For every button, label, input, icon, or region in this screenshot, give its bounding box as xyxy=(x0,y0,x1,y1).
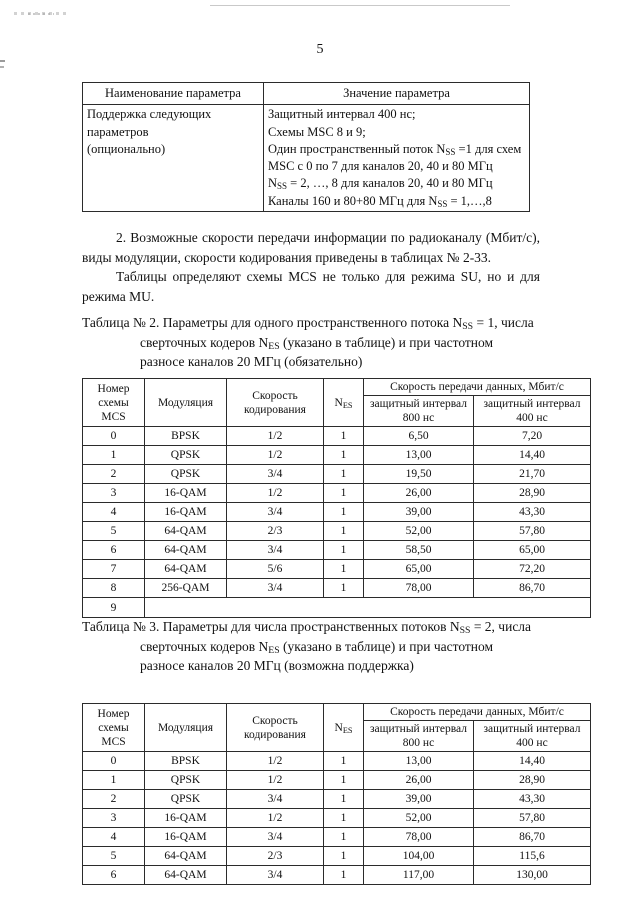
gi400-cell: 130,00 xyxy=(474,866,591,885)
gi800-cell: 19,50 xyxy=(364,465,474,484)
value-line-6: Каналы 160 и 80+80 МГц для $N_{SS}$ = 1,…,8 xyxy=(268,193,492,209)
nes-cell: 1 xyxy=(324,465,364,484)
mcs-table-2-body xyxy=(83,427,591,618)
modulation-cell: BPSK xyxy=(145,427,227,446)
scan-artifact-edge-tick xyxy=(0,60,5,62)
modulation-cell: 256-QAM xyxy=(145,579,227,598)
table-row xyxy=(83,541,591,560)
table-row xyxy=(83,427,591,446)
paragraph-block xyxy=(82,228,540,306)
gi800-cell: 65,00 xyxy=(364,560,474,579)
modulation-cell xyxy=(145,598,591,618)
modulation-cell: QPSK xyxy=(145,790,227,809)
coding-rate-cell: 3/4 xyxy=(227,828,324,847)
gi800-cell: 39,00 xyxy=(364,503,474,522)
column-header-gi-800: защитный интервал 800 нс xyxy=(364,721,474,752)
coding-rate-cell: 1/2 xyxy=(227,446,324,465)
nes-cell: 1 xyxy=(324,560,364,579)
mcs-cell: 1 xyxy=(83,771,145,790)
mcs-table-2 xyxy=(82,378,581,618)
nes-cell: 1 xyxy=(324,446,364,465)
table-row xyxy=(83,484,591,503)
nes-cell: 1 xyxy=(324,790,364,809)
modulation-cell: QPSK xyxy=(145,465,227,484)
value-line-3: Один пространственный поток $N_{SS} =1$ для схем xyxy=(268,141,522,157)
gi800-cell: 52,00 xyxy=(364,809,474,828)
table-3-caption-line-1: Таблица № 3. Параметры для числа пространственных потоков $N_{SS} = 2$, числа xyxy=(82,619,532,636)
gi800-cell: 117,00 xyxy=(364,866,474,885)
paragraph-1: 2. Возможные скорости передачи информации по радиоканалу (Мбит/с), виды модуляции, скорости кодирования приведены в таблицах № 2-33. xyxy=(82,230,540,265)
gi800-cell: 13,00 xyxy=(364,446,474,465)
modulation-cell: QPSK xyxy=(145,771,227,790)
coding-rate-cell: 3/4 xyxy=(227,465,324,484)
modulation-cell: 64-QAM xyxy=(145,560,227,579)
nes-cell: 1 xyxy=(324,809,364,828)
gi400-cell: 14,40 xyxy=(474,446,591,465)
nes-cell: 1 xyxy=(324,427,364,446)
mcs-cell: 6 xyxy=(83,866,145,885)
mcs-table-3 xyxy=(82,703,581,885)
parameter-name-line-3: (опционально) xyxy=(87,141,166,156)
table-row xyxy=(83,446,591,465)
nes-cell: 1 xyxy=(324,503,364,522)
nes-cell: 1 xyxy=(324,828,364,847)
table-row xyxy=(83,579,591,598)
column-header-nes: $N_{ES}$ xyxy=(324,704,364,752)
gi400-cell: 28,90 xyxy=(474,771,591,790)
column-header-parameter-name: Наименование параметра xyxy=(83,83,264,105)
gi800-cell: 58,50 xyxy=(364,541,474,560)
modulation-cell: 64-QAM xyxy=(145,522,227,541)
modulation-cell: 16-QAM xyxy=(145,828,227,847)
parameter-name-line-2: параметров xyxy=(87,124,149,139)
nes-cell: 1 xyxy=(324,579,364,598)
parameter-value-cell xyxy=(264,105,530,212)
modulation-cell: 16-QAM xyxy=(145,503,227,522)
table-3-caption-line-3: разносе каналов 20 МГц (возможна поддержка) xyxy=(140,658,414,674)
mcs-cell: 7 xyxy=(83,560,145,579)
coding-rate-cell: 3/4 xyxy=(227,790,324,809)
parameter-name-cell xyxy=(83,105,264,212)
column-header-coding-rate: Скорость кодирования xyxy=(227,379,324,427)
nes-cell: 1 xyxy=(324,522,364,541)
gi800-cell: 104,00 xyxy=(364,847,474,866)
mcs-cell: 4 xyxy=(83,503,145,522)
coding-rate-cell: 1/2 xyxy=(227,809,324,828)
coding-rate-cell: 3/4 xyxy=(227,866,324,885)
gi400-cell: 14,40 xyxy=(474,752,591,771)
column-header-parameter-value: Значение параметра xyxy=(264,83,530,105)
column-header-modulation: Модуляция xyxy=(145,704,227,752)
modulation-cell: 16-QAM xyxy=(145,809,227,828)
table-row xyxy=(83,105,530,212)
scan-artifact-speckle-2 xyxy=(28,13,54,15)
table-row xyxy=(83,752,591,771)
mcs-table-3-body xyxy=(83,752,591,885)
value-line-5: $N_{SS} = 2$, …, 8 для каналов 20, 40 и 80 МГц xyxy=(268,176,493,192)
column-header-nes: $N_{ES}$ xyxy=(324,379,364,427)
table-row xyxy=(83,828,591,847)
table-2-caption-line-2: сверточных кодеров $N_{ES}$ (указано в таблице) и при частотном xyxy=(140,334,494,352)
gi400-cell: 21,70 xyxy=(474,465,591,484)
table-header-row-top xyxy=(83,704,591,721)
mcs-cell: 3 xyxy=(83,809,145,828)
scan-artifact-top-rule xyxy=(210,5,510,6)
nes-cell: 1 xyxy=(324,847,364,866)
mcs-cell: 0 xyxy=(83,427,145,446)
value-line-1: Защитный интервал 400 нс; xyxy=(268,107,416,122)
gi400-cell: 7,20 xyxy=(474,427,591,446)
gi800-cell: 26,00 xyxy=(364,484,474,503)
column-header-mcs-number: Номер схемы MCS xyxy=(83,704,145,752)
modulation-cell: 64-QAM xyxy=(145,866,227,885)
value-line-4: MSC с 0 по 7 для каналов 20, 40 и 80 МГц xyxy=(268,159,493,173)
table-3-caption xyxy=(82,617,540,676)
table-header-row xyxy=(83,83,530,105)
coding-rate-cell: 1/2 xyxy=(227,771,324,790)
paragraph-2: Таблицы определяют схемы MCS не только для режима SU, но и для режима MU. xyxy=(82,269,540,304)
gi400-cell: 86,70 xyxy=(474,579,591,598)
table-3-caption-line-2: сверточных кодеров $N_{ES}$ (указано в таблице) и при частотном xyxy=(140,638,494,656)
page-number: 5 xyxy=(316,42,324,57)
gi400-cell: 72,20 xyxy=(474,560,591,579)
gi400-cell: 65,00 xyxy=(474,541,591,560)
coding-rate-cell: 1/2 xyxy=(227,484,324,503)
gi800-cell: 26,00 xyxy=(364,771,474,790)
table-row xyxy=(83,465,591,484)
table-row xyxy=(83,847,591,866)
value-line-2: Схемы MSC 8 и 9; xyxy=(268,124,366,139)
table-2-caption-line-3: разносе каналов 20 МГц (обязательно) xyxy=(140,354,363,370)
mcs-cell: 2 xyxy=(83,790,145,809)
coding-rate-cell: 5/6 xyxy=(227,560,324,579)
column-header-data-rate: Скорость передачи данных, Мбит/с xyxy=(364,704,591,721)
mcs-cell: 0 xyxy=(83,752,145,771)
nes-cell: 1 xyxy=(324,541,364,560)
coding-rate-cell: 2/3 xyxy=(227,847,324,866)
table-row xyxy=(83,598,591,618)
modulation-cell: 16-QAM xyxy=(145,484,227,503)
gi800-cell: 52,00 xyxy=(364,522,474,541)
coding-rate-cell: 3/4 xyxy=(227,541,324,560)
mcs-cell: 3 xyxy=(83,484,145,503)
gi400-cell: 86,70 xyxy=(474,828,591,847)
gi400-cell: 57,80 xyxy=(474,522,591,541)
column-header-modulation: Модуляция xyxy=(145,379,227,427)
nes-cell: 1 xyxy=(324,752,364,771)
nes-cell: 1 xyxy=(324,484,364,503)
gi400-cell: 115,6 xyxy=(474,847,591,866)
modulation-cell: 64-QAM xyxy=(145,541,227,560)
table-row xyxy=(83,790,591,809)
mcs-cell: 8 xyxy=(83,579,145,598)
column-header-gi-400: защитный интервал 400 нс xyxy=(474,396,591,427)
coding-rate-cell: 2/3 xyxy=(227,522,324,541)
column-header-gi-800: защитный интервал 800 нс xyxy=(364,396,474,427)
modulation-cell: BPSK xyxy=(145,752,227,771)
gi800-cell: 78,00 xyxy=(364,828,474,847)
parameter-name-line-1: Поддержка следующих xyxy=(87,107,212,122)
gi400-cell: 43,30 xyxy=(474,503,591,522)
mcs-cell: 5 xyxy=(83,522,145,541)
gi400-cell: 57,80 xyxy=(474,809,591,828)
table-2-caption-line-1: Таблица № 2. Параметры для одного пространственного потока $N_{SS} = 1$, числа xyxy=(82,315,534,332)
table-row xyxy=(83,522,591,541)
table-row xyxy=(83,866,591,885)
coding-rate-cell: 3/4 xyxy=(227,503,324,522)
coding-rate-cell: 1/2 xyxy=(227,752,324,771)
gi800-cell: 78,00 xyxy=(364,579,474,598)
table-row xyxy=(83,809,591,828)
column-header-mcs-number: Номер схемы MCS xyxy=(83,379,145,427)
scan-artifact-edge-tick-2 xyxy=(0,66,4,68)
mcs-cell: 5 xyxy=(83,847,145,866)
table-2-caption xyxy=(82,313,540,372)
table-header-row-top xyxy=(83,379,591,396)
modulation-cell: 64-QAM xyxy=(145,847,227,866)
table-row xyxy=(83,503,591,522)
gi400-cell: 43,30 xyxy=(474,790,591,809)
column-header-coding-rate: Скорость кодирования xyxy=(227,704,324,752)
nes-cell: 1 xyxy=(324,771,364,790)
modulation-cell: QPSK xyxy=(145,446,227,465)
gi800-cell: 39,00 xyxy=(364,790,474,809)
gi400-cell: 28,90 xyxy=(474,484,591,503)
mcs-cell: 2 xyxy=(83,465,145,484)
coding-rate-cell: 3/4 xyxy=(227,579,324,598)
mcs-cell: 4 xyxy=(83,828,145,847)
mcs-cell: 1 xyxy=(83,446,145,465)
column-header-data-rate: Скорость передачи данных, Мбит/с xyxy=(364,379,591,396)
column-header-gi-400: защитный интервал 400 нс xyxy=(474,721,591,752)
parameter-table xyxy=(82,82,530,212)
gi800-cell: 13,00 xyxy=(364,752,474,771)
coding-rate-cell: 1/2 xyxy=(227,427,324,446)
gi800-cell: 6,50 xyxy=(364,427,474,446)
mcs-cell: 9 xyxy=(83,598,145,618)
nes-cell: 1 xyxy=(324,866,364,885)
table-row xyxy=(83,560,591,579)
table-row xyxy=(83,771,591,790)
mcs-cell: 6 xyxy=(83,541,145,560)
